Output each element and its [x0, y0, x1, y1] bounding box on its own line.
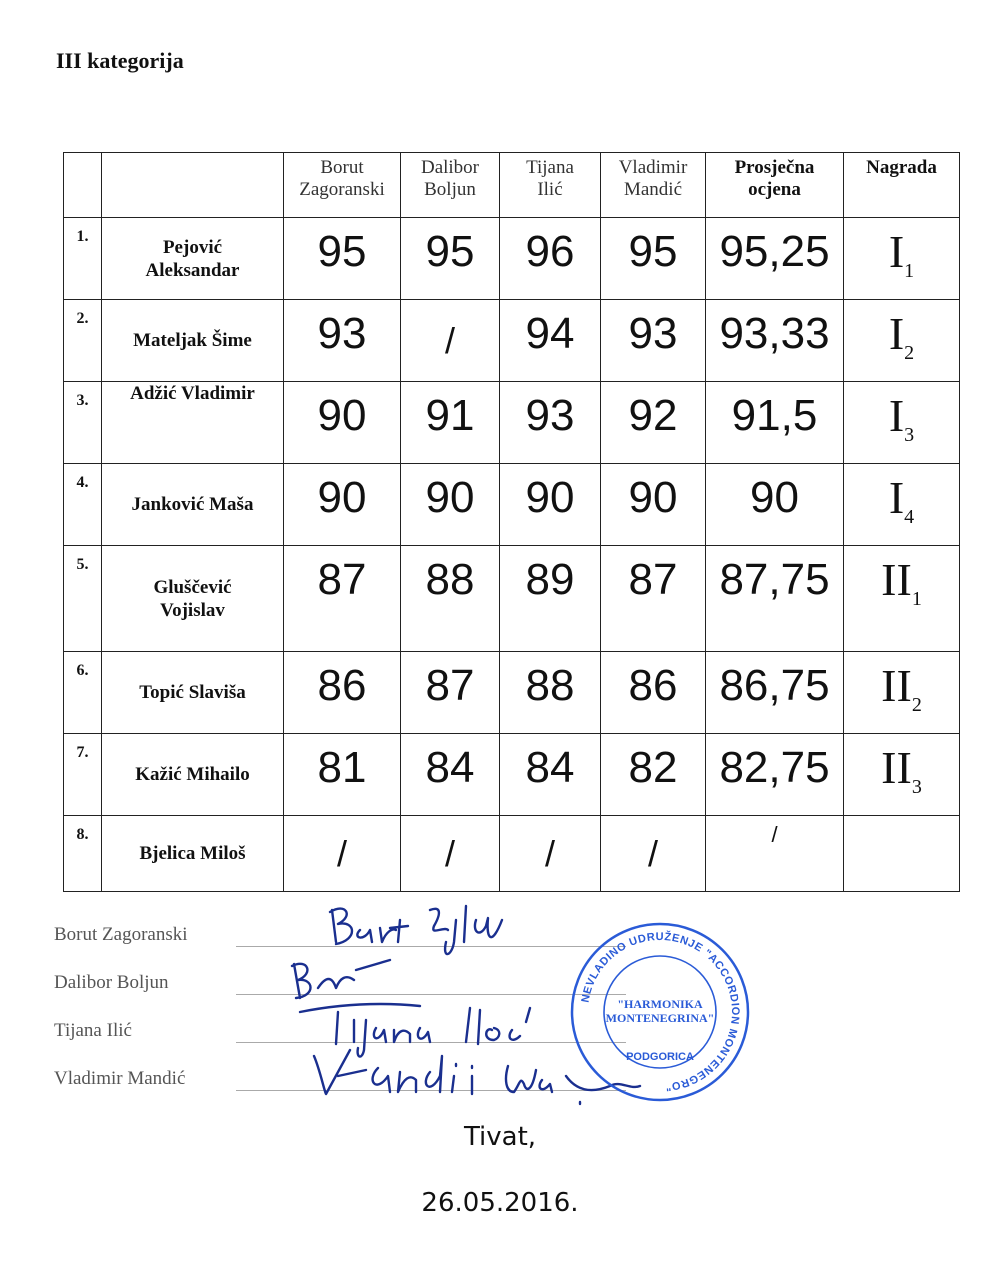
- participant-name: [102, 300, 284, 382]
- judge-score: /: [284, 816, 401, 892]
- judge-score: 88: [500, 652, 601, 734]
- table-row: [64, 300, 960, 382]
- award-rank: 1: [911, 588, 922, 610]
- judge-score: 86: [284, 652, 401, 734]
- average-score: 90: [706, 464, 844, 546]
- participant-name-line: Pejović: [162, 236, 223, 258]
- participant-name: [102, 382, 284, 464]
- average-score: 82,75: [706, 734, 844, 816]
- judge-score: 82: [601, 734, 706, 816]
- average-score: /: [706, 816, 844, 892]
- award-level: I: [888, 308, 905, 359]
- judge-score: 91: [401, 382, 500, 464]
- participant-name-line: Janković Maša: [131, 494, 254, 515]
- award-rank: 2: [904, 342, 915, 364]
- award-rank: 2: [911, 694, 922, 716]
- judge-score: 93: [601, 300, 706, 382]
- participant-name-line: Topić Slaviša: [139, 682, 246, 703]
- row-number: 7.: [64, 734, 102, 816]
- judge-score: 93: [284, 300, 401, 382]
- average-score: 93,33: [706, 300, 844, 382]
- award: [844, 816, 960, 892]
- participant-name-line: Mateljak Šime: [133, 330, 252, 351]
- award-rank: 4: [904, 506, 915, 528]
- table-row: [64, 382, 960, 464]
- award: [844, 300, 960, 382]
- participant-name-line: Vojislav: [160, 599, 225, 621]
- award-level: II: [881, 660, 912, 711]
- header-judge-boljun: Dalibor Boljun: [401, 153, 500, 218]
- award-level: I: [888, 472, 905, 523]
- row-number: 6.: [64, 652, 102, 734]
- row-number: 3.: [64, 382, 102, 464]
- place-text: Tivat,: [463, 1122, 537, 1152]
- award-level: I: [888, 390, 905, 441]
- award-rank: 3: [911, 776, 922, 798]
- judge-score: 92: [601, 382, 706, 464]
- participant-name-line: Aleksandar: [145, 259, 240, 281]
- award: [844, 218, 960, 300]
- participant-name: [102, 218, 284, 300]
- award-rank: 1: [904, 260, 915, 282]
- participant-name: [102, 816, 284, 892]
- document-title: III kategorija: [56, 48, 184, 73]
- header-judge-ilic: Tijana Ilić: [500, 153, 601, 218]
- header-num: [64, 153, 102, 218]
- award-level: II: [881, 554, 912, 605]
- judge-score: 95: [401, 218, 500, 300]
- award: [844, 652, 960, 734]
- participant-name: [102, 464, 284, 546]
- judge-score: /: [500, 816, 601, 892]
- results-table: [63, 152, 960, 892]
- judge-score: /: [401, 816, 500, 892]
- row-number: 1.: [64, 218, 102, 300]
- judge-score: 94: [500, 300, 601, 382]
- stamp-inner-line: "HARMONIKA: [617, 997, 703, 1011]
- award-level: I: [888, 226, 905, 277]
- average-score: 95,25: [706, 218, 844, 300]
- award: [844, 734, 960, 816]
- award-rank: 3: [904, 424, 915, 446]
- header-average: Prosječna ocjena: [706, 153, 844, 218]
- signatory-name: Tijana Ilić: [54, 1020, 132, 1041]
- organization-stamp: [568, 920, 752, 1104]
- judge-score: 93: [500, 382, 601, 464]
- header-name: [102, 153, 284, 218]
- header-award: Nagrada: [844, 153, 960, 218]
- stamp-city: PODGORICA: [626, 1051, 694, 1063]
- judge-score: 95: [601, 218, 706, 300]
- judge-score: /: [601, 816, 706, 892]
- date-text: 26.05.2016.: [421, 1188, 579, 1218]
- row-number: 8.: [64, 816, 102, 892]
- judge-score: 86: [601, 652, 706, 734]
- table-row: [64, 218, 960, 300]
- judge-score: 89: [500, 546, 601, 652]
- signatory-name: Dalibor Boljun: [54, 972, 169, 993]
- participant-name-line: Gluščević: [153, 576, 232, 598]
- judge-score: 90: [401, 464, 500, 546]
- award-level: II: [881, 742, 912, 793]
- judge-score: 90: [500, 464, 601, 546]
- award: [844, 382, 960, 464]
- stamp-inner-line: MONTENEGRINA": [605, 1011, 715, 1025]
- stamp-outer-text: NEVLADINO UDRUŽENJE "ACCORDION MONTENEGRO": [579, 930, 742, 1093]
- judge-score: 84: [401, 734, 500, 816]
- header-judge-zagoranski: Borut Zagoranski: [284, 153, 401, 218]
- header-judge-mandic: Vladimir Mandić: [601, 153, 706, 218]
- participant-name-line: Adžić Vladimir: [130, 383, 255, 404]
- signatory-name: Borut Zagoranski: [54, 924, 188, 945]
- table-body: [64, 218, 960, 892]
- average-score: 86,75: [706, 652, 844, 734]
- table-row: [64, 546, 960, 652]
- table-row: [64, 652, 960, 734]
- judge-score: 90: [284, 464, 401, 546]
- signatory-name: Vladimir Mandić: [54, 1068, 186, 1089]
- judge-score: 88: [401, 546, 500, 652]
- judge-score: 81: [284, 734, 401, 816]
- judge-score: 87: [401, 652, 500, 734]
- participant-name: [102, 546, 284, 652]
- participant-name: [102, 734, 284, 816]
- judge-score: 90: [601, 464, 706, 546]
- judge-score: 90: [284, 382, 401, 464]
- average-score: 87,75: [706, 546, 844, 652]
- table-header-row: [64, 153, 960, 218]
- row-number: 4.: [64, 464, 102, 546]
- row-number: 2.: [64, 300, 102, 382]
- judge-score: 87: [284, 546, 401, 652]
- award: [844, 546, 960, 652]
- award: [844, 464, 960, 546]
- participant-name-line: Kažić Mihailo: [135, 764, 250, 785]
- judge-score: /: [401, 300, 500, 382]
- judge-score: 96: [500, 218, 601, 300]
- row-number: 5.: [64, 546, 102, 652]
- table-row: [64, 464, 960, 546]
- participant-name-line: Bjelica Miloš: [139, 843, 246, 864]
- judge-score: 87: [601, 546, 706, 652]
- judge-score: 95: [284, 218, 401, 300]
- participant-name: [102, 652, 284, 734]
- average-score: 91,5: [706, 382, 844, 464]
- table-row: [64, 734, 960, 816]
- judge-score: 84: [500, 734, 601, 816]
